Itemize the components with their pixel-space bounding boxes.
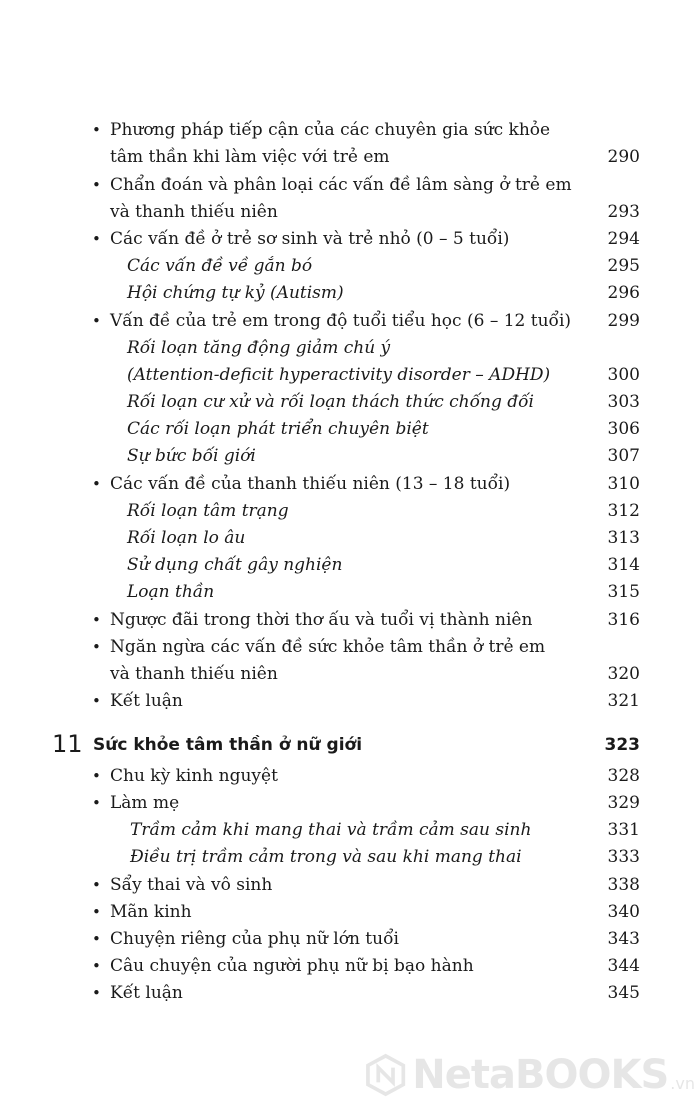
- toc-entry: [0, 634, 700, 661]
- watermark-brand: NetaBOOKS: [412, 1052, 669, 1098]
- toc-entry-title: Các vấn đề ở trẻ sơ sinh và trẻ nhỏ (0 – 5 tuổi): [110, 229, 510, 249]
- toc-entry-page: 320: [607, 664, 640, 684]
- bullet-icon: •: [92, 984, 101, 1002]
- toc-entry-title: tâm thần khi làm việc với trẻ em: [110, 147, 390, 167]
- toc-entry: [0, 763, 700, 790]
- toc-entry: [0, 926, 700, 953]
- toc-entry-title: Ngược đãi trong thời thơ ấu và tuổi vị thành niên: [110, 610, 533, 630]
- toc-entry-title: Các vấn đề của thanh thiếu niên (13 – 18 tuổi): [110, 474, 511, 494]
- toc-entry-title: Phương pháp tiếp cận của các chuyên gia sức khỏe: [110, 120, 551, 140]
- toc-entry-page: 312: [607, 501, 640, 521]
- toc-entry-title: Sử dụng chất gây nghiện: [127, 555, 343, 575]
- toc-entry-title: Rối loạn tâm trạng: [127, 501, 289, 521]
- toc-entry-title: Vấn đề của trẻ em trong độ tuổi tiểu học (6 – 12 tuổi): [110, 311, 572, 331]
- toc-entry: [0, 688, 700, 715]
- toc-entry-page: 343: [607, 929, 640, 949]
- toc-entry: [0, 280, 700, 307]
- toc-entry: [0, 872, 700, 899]
- toc-entry-title: Rối loạn lo âu: [127, 528, 246, 548]
- toc-entry-page: 314: [607, 555, 640, 575]
- toc-entry: [0, 579, 700, 606]
- toc-entry-title: Rối loạn cư xử và rối loạn thách thức chống đối: [127, 392, 534, 412]
- toc-entry-title: Loạn thần: [127, 582, 215, 602]
- toc-entry-title: và thanh thiếu niên: [110, 664, 278, 684]
- bullet-icon: •: [92, 176, 101, 194]
- bullet-icon: •: [92, 475, 101, 493]
- toc-entry-title: và thanh thiếu niên: [110, 202, 278, 222]
- toc-entry-title: Trầm cảm khi mang thai và trầm cảm sau sinh: [130, 820, 532, 840]
- toc-entry: [0, 199, 700, 226]
- toc-entry: [0, 253, 700, 280]
- toc-entry: [0, 607, 700, 634]
- toc-entry-page: 344: [607, 956, 640, 976]
- bullet-icon: •: [92, 767, 101, 785]
- toc-entry-page: 313: [607, 528, 640, 548]
- toc-entry-page: 321: [607, 691, 640, 711]
- toc-entry-title: Làm mẹ: [110, 793, 180, 813]
- toc-entry-page: 296: [607, 283, 640, 303]
- toc-entry: [0, 144, 700, 171]
- toc-entry: [0, 471, 700, 498]
- toc-entry-page: 331: [607, 820, 640, 840]
- toc-entry-title: Hội chứng tự kỷ (Autism): [127, 283, 344, 303]
- watermark-suffix: .vn: [670, 1073, 695, 1093]
- toc-entry-title: Câu chuyện của người phụ nữ bị bạo hành: [110, 956, 474, 976]
- chapter-title: Sức khỏe tâm thần ở nữ giới: [93, 735, 363, 755]
- toc-entry: [0, 362, 700, 389]
- bullet-icon: •: [92, 312, 101, 330]
- toc-entry-page: 306: [607, 419, 640, 439]
- bullet-icon: •: [92, 794, 101, 812]
- toc-entry: [0, 308, 700, 335]
- bullet-icon: •: [92, 638, 101, 656]
- toc-entry-page: 290: [607, 147, 640, 167]
- chapter-page-number: 323: [604, 735, 640, 755]
- toc-entry-page: 300: [607, 365, 640, 385]
- toc-entry-page: 340: [607, 902, 640, 922]
- toc-entry-page: 303: [607, 392, 640, 412]
- toc-entry-page: 295: [607, 256, 640, 276]
- toc-entry: [0, 335, 700, 362]
- toc-entry-title: Sự bức bối giới: [127, 446, 256, 466]
- bullet-icon: •: [92, 930, 101, 948]
- toc-entry: [0, 552, 700, 579]
- toc-entry: [0, 899, 700, 926]
- watermark: [365, 1042, 695, 1108]
- chapter-number: 11: [52, 730, 83, 758]
- toc-entry: [0, 416, 700, 443]
- toc-entry: [0, 844, 700, 871]
- bullet-icon: •: [92, 957, 101, 975]
- toc-entry: [0, 790, 700, 817]
- toc-entry-page: 307: [607, 446, 640, 466]
- toc-entry-title: Ngăn ngừa các vấn đề sức khỏe tâm thần ở trẻ em: [110, 637, 546, 657]
- toc-entry-page: 329: [607, 793, 640, 813]
- toc-entry: [0, 172, 700, 199]
- toc-entry: [0, 443, 700, 470]
- toc-entry-page: 315: [607, 582, 640, 602]
- toc-entry-title: Sẩy thai và vô sinh: [110, 875, 273, 895]
- toc-entry-title: Điều trị trầm cảm trong và sau khi mang thai: [130, 847, 522, 867]
- toc-entry: [0, 117, 700, 144]
- bullet-icon: •: [92, 230, 101, 248]
- toc-entry-title: Chu kỳ kinh nguyệt: [110, 766, 278, 786]
- toc-entry-page: 310: [607, 474, 640, 494]
- toc-entry-page: 333: [607, 847, 640, 867]
- bullet-icon: •: [92, 903, 101, 921]
- bullet-icon: •: [92, 611, 101, 629]
- toc-entry-title: Các vấn đề về gắn bó: [127, 256, 313, 276]
- bullet-icon: •: [92, 692, 101, 710]
- toc-entry-page: 293: [607, 202, 640, 222]
- toc-entry-page: 299: [607, 311, 640, 331]
- toc-entry-page: 338: [607, 875, 640, 895]
- toc-entry-title: Rối loạn tăng động giảm chú ý: [127, 338, 391, 358]
- toc-entry: [0, 953, 700, 980]
- toc-entry-page: 294: [607, 229, 640, 249]
- toc-entry-title: Chẩn đoán và phân loại các vấn đề lâm sàng ở trẻ em: [110, 175, 572, 195]
- chapter-heading: [0, 728, 700, 760]
- toc-entry-title: Các rối loạn phát triển chuyên biệt: [127, 419, 429, 439]
- toc-entry-title: (Attention-deficit hyperactivity disorder – ADHD): [127, 365, 551, 385]
- toc-entry-page: 316: [607, 610, 640, 630]
- toc-entry-title: Mãn kinh: [110, 902, 192, 922]
- bullet-icon: •: [92, 121, 101, 139]
- toc-entry-page: 345: [607, 983, 640, 1003]
- toc-entry: [0, 389, 700, 416]
- toc-entry: [0, 498, 700, 525]
- toc-entry: [0, 980, 700, 1007]
- netabooks-logo-icon: [365, 1047, 406, 1103]
- toc-entry: [0, 817, 700, 844]
- bullet-icon: •: [92, 876, 101, 894]
- toc-entry-title: Kết luận: [110, 691, 183, 711]
- toc-entry: [0, 661, 700, 688]
- toc-entry-title: Chuyện riêng của phụ nữ lớn tuổi: [110, 929, 399, 949]
- toc-entry: [0, 226, 700, 253]
- toc-entry-title: Kết luận: [110, 983, 183, 1003]
- toc-entry: [0, 525, 700, 552]
- toc-entry-page: 328: [607, 766, 640, 786]
